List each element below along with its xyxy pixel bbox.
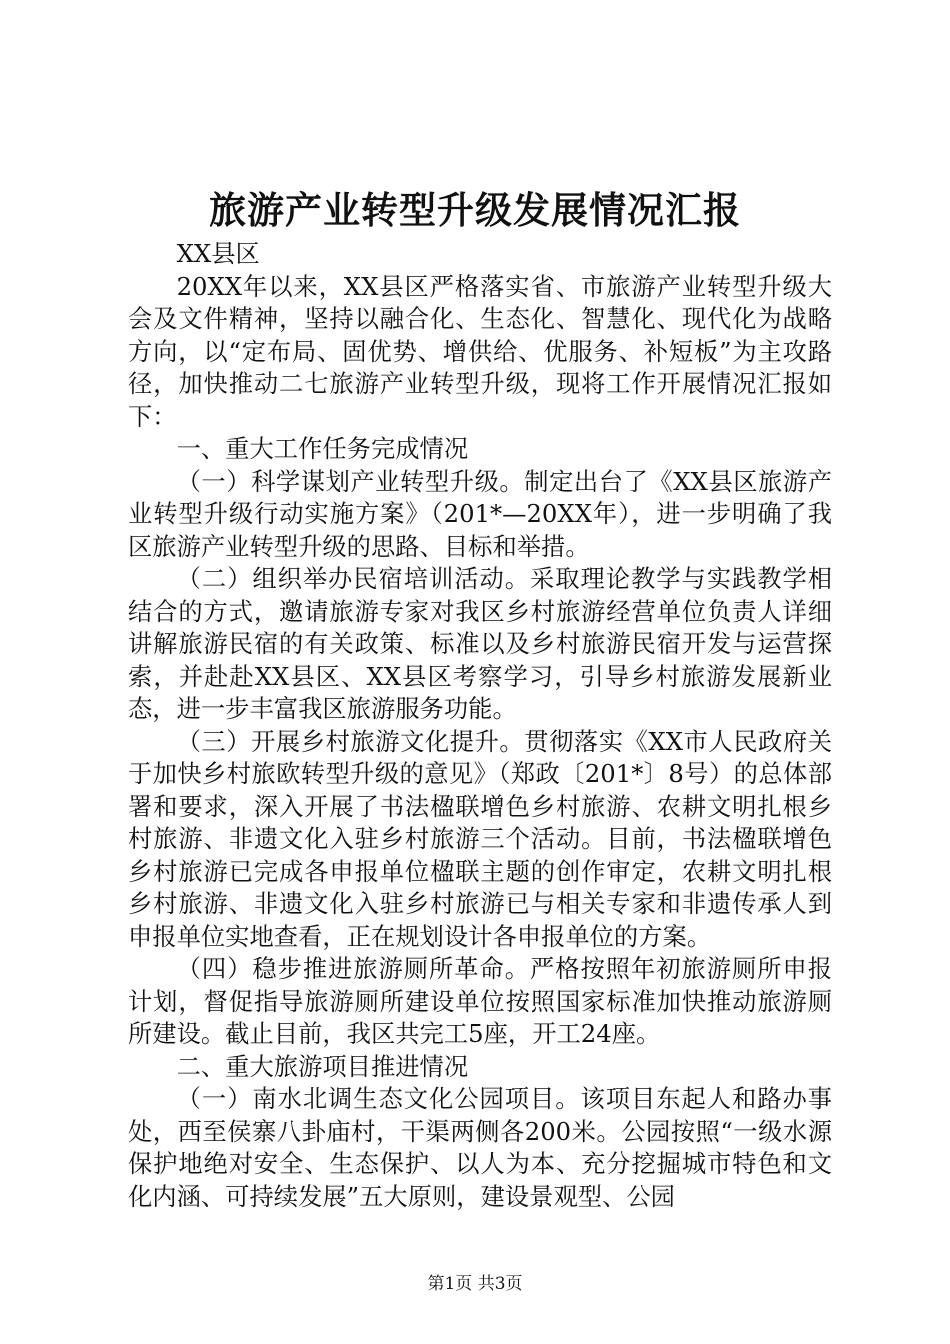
body-paragraph: （二）组织举办民宿培训活动。采取理论教学与实践教学相结合的方式，邀请旅游专家对我区乡村旅游经营单位负责人详细讲解旅游民宿的有关政策、标准以及乡村旅游民宿开发与运营探索，并赴赴XX县区、XX县区考察学习，引导乡村旅游发展新业态，进一步丰富我区旅游服务功能。: [128, 564, 832, 723]
document-title: 旅游产业转型升级发展情况汇报: [209, 188, 741, 232]
document-body: [128, 238, 832, 1213]
body-paragraph: （四）稳步推进旅游厕所革命。严格按照年初旅游厕所申报计划，督促指导旅游厕所建设单位按照国家标准加快推动旅游厕所建设。截止目前，我区共完工5座，开工24座。: [128, 954, 832, 1048]
author-unit-line: XX县区: [176, 239, 260, 268]
section-heading-2: 二、重大旅游项目推进情况: [176, 1051, 469, 1081]
section-heading-1: 一、重大工作任务完成情况: [176, 434, 469, 463]
body-paragraph: （三）开展乡村旅游文化提升。贯彻落实《XX市人民政府关于加快乡村旅欧转型升级的意见》（郑政〔201*〕8号）的总体部署和要求，深入开展了书法楹联增色乡村旅游、农耕文明扎根乡村旅游、非遗文化入驻乡村旅游三个活动。目前，书法楹联增色乡村旅游已完成各申报单位楹联主题的创作审定，农耕文明扎根乡村旅游、非遗文化入驻乡村旅游已与相关专家和非遗传承人到申报单位实地查看，正在规划设计各申报单位的方案。: [128, 726, 832, 951]
intro-paragraph: 20XX年以来，XX县区严格落实省、市旅游产业转型升级大会及文件精神，坚持以融合化、生态化、智慧化、现代化为战略方向，以“定布局、固优势、增供给、优服务、补短板”为主攻路径，加快推动二七旅游产业转型升级，现将工作开展情况汇报如下：: [128, 271, 832, 431]
body-paragraph: （一）南水北调生态文化公园项目。该项目东起人和路办事处，西至侯寨八卦庙村，干渠两侧各200米。公园按照“一级水源保护地绝对安全、生态保护、以人为本、充分挖掘城市特色和文化内涵、可持续发展”五大原则，建设景观型、公园: [128, 1084, 832, 1211]
body-paragraph: （一）科学谋划产业转型升级。制定出台了《XX县区旅游产业转型升级行动实施方案》（201*—20XX年），进一步明确了我区旅游产业转型升级的思路、目标和举措。: [128, 466, 832, 561]
page-footer: 第1页 共3页: [427, 1274, 523, 1294]
